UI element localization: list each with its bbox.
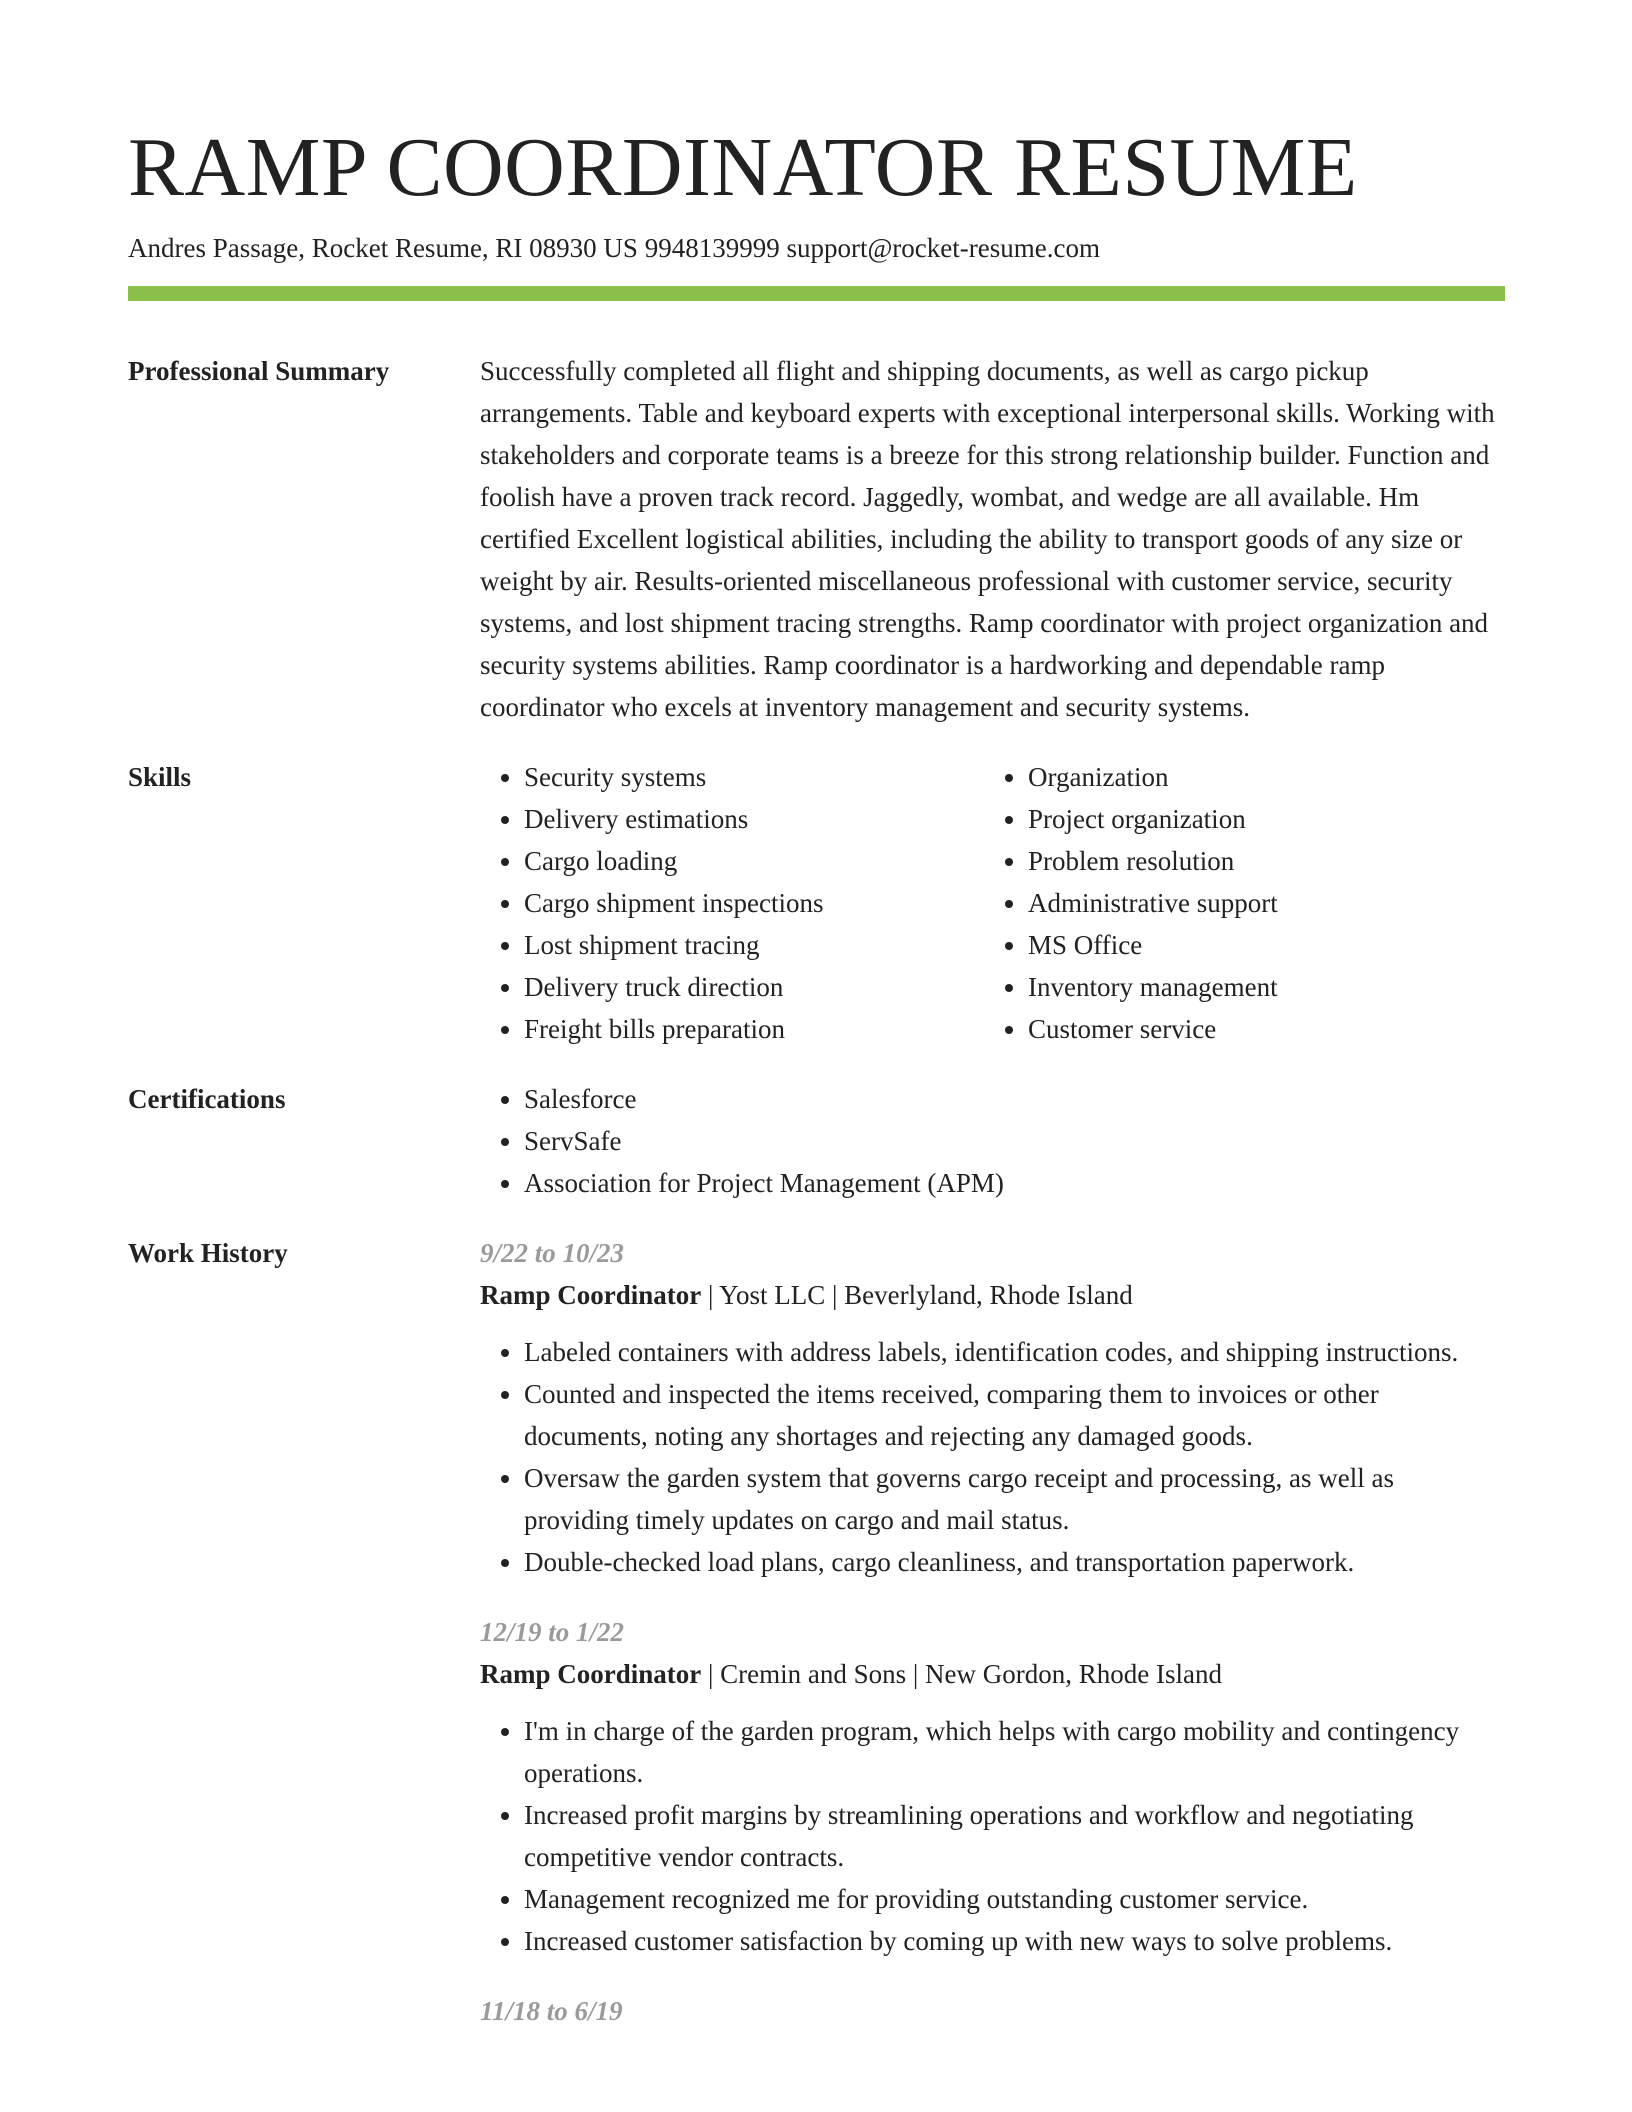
skills-grid [480,756,1505,1050]
job-title-line [480,1653,1505,1695]
section-professional-summary [128,350,1505,728]
section-label: Professional Summary [128,356,390,386]
certification-item: • Association for Project Management (APM) [524,1162,1505,1204]
section-skills [128,756,1505,1050]
job-bullet: • Labeled containers with address labels, identification codes, and shipping instructions. [524,1331,1505,1373]
summary-text: Successfully completed all flight and shipping documents, as well as cargo pickup arrangements. Table and keyboard experts with exceptional interpersonal skills. Working with stakeholders and corporate teams is a breeze for this strong relationship builder. Function and foolish have a proven track record. Jaggedly, wombat, and wedge are all available. Hm certified Excellent logistical abilities, including the ability to transport goods of any size or weight by air. Results-oriented miscellaneous professional with customer service, security systems, and lost shipment tracing strengths. Ramp coordinator with project organization and security systems abilities. Ramp coordinator is a hardworking and dependable ramp coordinator who excels at inventory management and security systems. [480,356,1495,722]
skill-item: • Delivery truck direction [524,966,984,1008]
job-entry [480,1232,1505,1583]
job-bullet: • Increased profit margins by streamlining operations and workflow and negotiating competitive vendor contracts. [524,1794,1505,1878]
skill-item: • Cargo shipment inspections [524,882,984,924]
skill-item: • Problem resolution [1028,840,1278,882]
job-details: | Yost LLC | Beverlyland, Rhode Island [701,1280,1133,1310]
job-bullet: • Management recognized me for providing outstanding customer service. [524,1878,1505,1920]
skills-list-right [984,756,1278,1050]
contact-info: Andres Passage, Rocket Resume, RI 08930 US 9948139999 support@rocket-resume.com [128,233,1100,263]
skill-item: • Organization [1028,756,1278,798]
skill-item: • Inventory management [1028,966,1278,1008]
job-bullet: • Oversaw the garden system that governs cargo receipt and processing, as well as providing timely updates on cargo and mail status. [524,1457,1505,1541]
job-title-line [480,1274,1505,1316]
skill-item: • Customer service [1028,1008,1278,1050]
skill-item: • MS Office [1028,924,1278,966]
section-certifications [128,1078,1505,1204]
skill-item: • Freight bills preparation [524,1008,984,1050]
resume-title: RAMP COORDINATOR RESUME [128,121,1358,214]
job-details: | Cremin and Sons | New Gordon, Rhode Island [701,1659,1223,1689]
section-label: Skills [128,762,192,792]
skills-list-left [480,756,984,1050]
skill-item: • Delivery estimations [524,798,984,840]
job-title: Ramp Coordinator [480,1280,702,1310]
job-dates: 11/18 to 6/19 [480,1996,623,2026]
job-bullet: • I'm in charge of the garden program, which helps with cargo mobility and contingency operations. [524,1710,1505,1794]
header-divider [128,286,1505,301]
job-bullets [480,1710,1505,1962]
job-entry [480,1990,1505,2032]
job-bullet: • Counted and inspected the items received, comparing them to invoices or other documents, noting any shortages and rejecting any damaged goods. [524,1373,1505,1457]
skill-item: • Cargo loading [524,840,984,882]
job-bullet: • Double-checked load plans, cargo cleanliness, and transportation paperwork. [524,1541,1505,1583]
certification-item: • Salesforce [524,1078,1505,1120]
job-dates: 9/22 to 10/23 [480,1238,625,1268]
job-bullet: • Increased customer satisfaction by coming up with new ways to solve problems. [524,1920,1505,1962]
job-bullets [480,1331,1505,1583]
skill-item: • Administrative support [1028,882,1278,924]
job-dates: 12/19 to 1/22 [480,1617,625,1647]
section-work-history [128,1232,1505,2060]
job-entry [480,1611,1505,1962]
section-body [480,1078,1505,1204]
certification-item: • ServSafe [524,1120,1505,1162]
job-title: Ramp Coordinator [480,1659,702,1689]
section-body [480,350,1505,728]
skill-item: • Project organization [1028,798,1278,840]
skill-item: • Security systems [524,756,984,798]
section-label: Work History [128,1238,288,1268]
resume-sections [128,350,1505,2088]
section-label: Certifications [128,1084,286,1114]
skill-item: • Lost shipment tracing [524,924,984,966]
section-body [480,1232,1505,2060]
certifications-list [480,1078,1505,1204]
